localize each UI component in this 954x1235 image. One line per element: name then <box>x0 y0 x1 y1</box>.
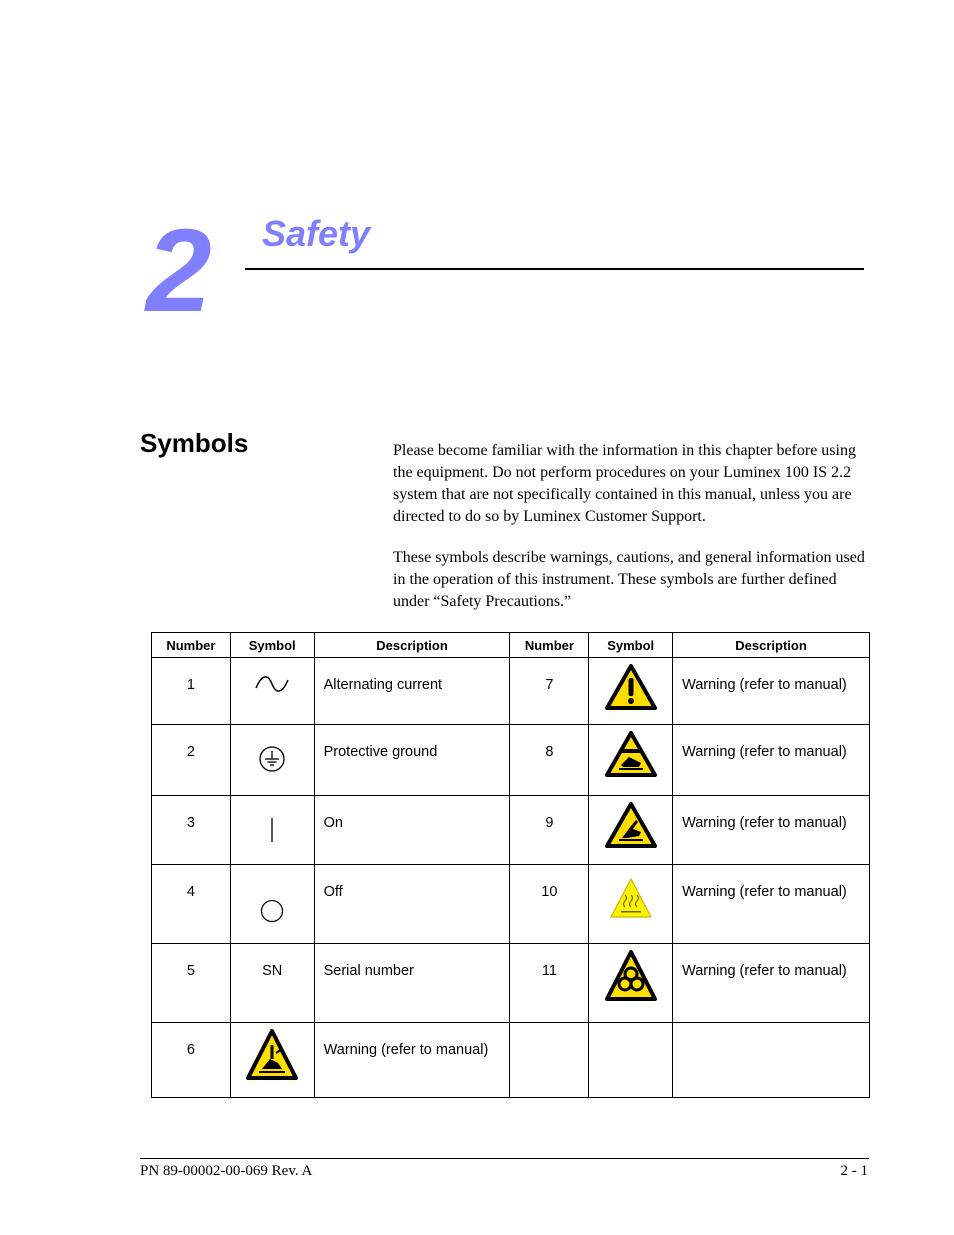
alternating-current-icon <box>252 664 292 704</box>
footer-page-number: 2 - 1 <box>840 1163 868 1179</box>
footer-part-number: PN 89-00002-00-069 Rev. A <box>140 1163 313 1179</box>
symbol-description: Warning (refer to manual) <box>314 1023 510 1098</box>
symbol-description: Warning (refer to manual) <box>673 865 870 944</box>
symbols-table <box>151 632 870 1098</box>
table-row <box>152 1023 870 1098</box>
symbol-number: 9 <box>510 796 589 865</box>
table-row <box>152 658 870 725</box>
symbol-description: Warning (refer to manual) <box>673 658 870 725</box>
header-description: Description <box>673 633 870 658</box>
symbol-cell <box>230 865 314 944</box>
table-row <box>152 944 870 1023</box>
serial-number-symbol: SN <box>262 963 283 979</box>
symbol-cell <box>230 944 314 1023</box>
table-header-row <box>152 633 870 658</box>
symbol-description: Warning (refer to manual) <box>673 796 870 865</box>
symbol-number: 3 <box>152 796 231 865</box>
intro-text <box>393 440 868 632</box>
header-number: Number <box>510 633 589 658</box>
header-number: Number <box>152 633 231 658</box>
table-row <box>152 725 870 796</box>
symbol-number: 7 <box>510 658 589 725</box>
symbol-cell <box>230 796 314 865</box>
symbol-number: 4 <box>152 865 231 944</box>
symbol-cell <box>589 865 673 944</box>
symbol-cell-empty <box>589 1023 673 1098</box>
symbol-cell <box>589 725 673 796</box>
symbol-description: Off <box>314 865 510 944</box>
symbol-description-empty <box>673 1023 870 1098</box>
symbol-number-empty <box>510 1023 589 1098</box>
intro-paragraph: Please become familiar with the information in this chapter before using the equipment. Do not perform procedures on your Luminex 100 IS 2.2 system that are not specifically contained in this manual, unless you are directed to do so by Luminex Customer Support. <box>393 442 856 525</box>
symbol-description: Warning (refer to manual) <box>673 944 870 1023</box>
symbol-number: 8 <box>510 725 589 796</box>
warning-crush-hand-icon <box>605 731 657 777</box>
warning-exclamation-icon <box>605 664 657 710</box>
table-row <box>152 796 870 865</box>
warning-laser-icon <box>246 1029 298 1081</box>
chapter-number: 2 <box>146 205 212 337</box>
header-description: Description <box>314 633 510 658</box>
symbol-description: Serial number <box>314 944 510 1023</box>
symbol-number: 2 <box>152 725 231 796</box>
symbol-description: Protective ground <box>314 725 510 796</box>
symbol-cell <box>230 658 314 725</box>
symbol-cell <box>589 658 673 725</box>
symbol-number: 6 <box>152 1023 231 1098</box>
symbol-description: Warning (refer to manual) <box>673 725 870 796</box>
power-off-icon <box>252 871 292 927</box>
section-heading: Symbols <box>140 428 249 458</box>
symbol-number: 5 <box>152 944 231 1023</box>
protective-ground-icon <box>252 731 292 777</box>
symbol-cell <box>230 725 314 796</box>
header-symbol: Symbol <box>230 633 314 658</box>
symbol-description: On <box>314 796 510 865</box>
symbol-number: 10 <box>510 865 589 944</box>
symbol-cell <box>589 796 673 865</box>
warning-hot-surface-icon <box>605 871 657 921</box>
table-row <box>152 865 870 944</box>
symbol-number: 1 <box>152 658 231 725</box>
chapter-rule <box>245 268 864 270</box>
symbol-description: Alternating current <box>314 658 510 725</box>
biohazard-icon <box>605 950 657 1002</box>
symbol-cell <box>230 1023 314 1098</box>
header-symbol: Symbol <box>589 633 673 658</box>
chapter-title: Safety <box>262 213 371 254</box>
symbol-number: 11 <box>510 944 589 1023</box>
warning-pinch-hand-icon <box>605 802 657 848</box>
intro-paragraph: These symbols describe warnings, cautions, and general information used in the operation of this instrument. These symbols are further defined under “Safety Precautions.” <box>393 549 865 610</box>
power-on-icon <box>252 802 292 848</box>
footer-rule <box>140 1158 869 1159</box>
symbol-cell <box>589 944 673 1023</box>
